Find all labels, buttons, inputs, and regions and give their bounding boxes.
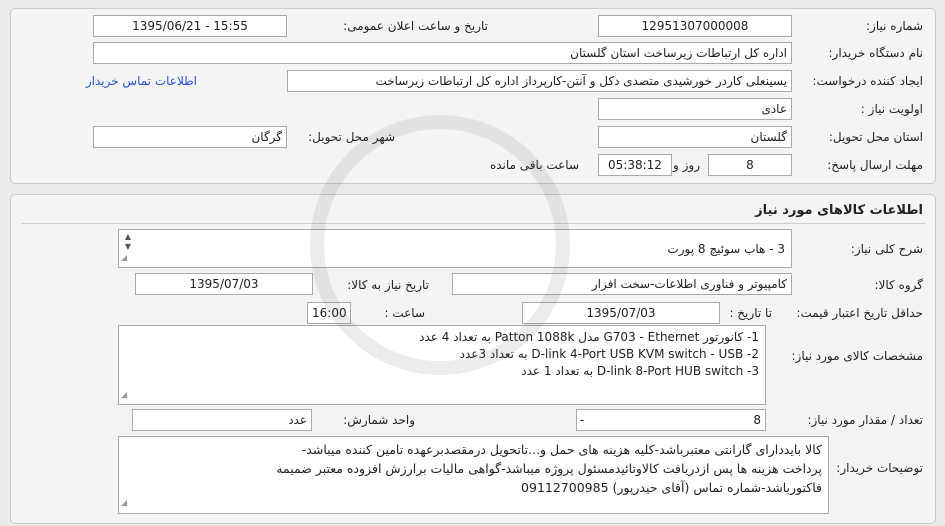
validity-hour-label: ساعت : [384,306,425,320]
quantity-dash: - [580,413,585,427]
announce-datetime-field[interactable]: 1395/06/21 - 15:55 [93,15,287,37]
validity-date-field[interactable]: 1395/07/03 [522,302,720,324]
deadline-time-field[interactable]: 05:38:12 [598,154,672,176]
quantity-value: 8 [753,413,761,427]
resize-grip-icon[interactable]: ◢ [121,390,128,399]
request-creator-field[interactable]: یسینعلی کاردر خورشیدی متصدی دکل و آنتن-کارپرداز اداره کل ارتباطات زیرساخت [287,70,792,92]
spec-line-2: 2- D-link 4-Port USB KVM switch - USB به تعداد 3عدد [459,347,759,361]
scroll-up-icon[interactable]: ▲ [124,232,132,241]
price-validity-label: حداقل تاریخ اعتبار قیمت: [796,306,923,320]
delivery-city-field[interactable]: گرگان [93,126,287,148]
spec-line-3: 3- D-link 8-Port HUB switch به تعداد 1 عدد [521,364,759,378]
need-number-field[interactable]: 12951307000008 [598,15,792,37]
section-divider [21,223,925,224]
validity-hour-field[interactable]: 16:00 [307,302,351,324]
need-date-label: تاریخ نیاز به کالا: [347,278,429,292]
need-info-panel [10,8,936,184]
announce-datetime-label: تاریخ و ساعت اعلان عمومی: [343,19,488,33]
notes-line-2: پرداخت هزینه ها پس ازدریافت کالاوتائیدمسئول پروژه میباشد-گواهی مالیات برارزش افزوده معتبر ضمیمه [276,461,822,476]
goods-info-panel [10,194,936,524]
deadline-days-field[interactable]: 8 [708,154,792,176]
goods-section-title: اطلاعات کالاهای مورد نیاز [755,203,923,218]
goods-group-label: گروه کالا: [874,278,923,292]
general-description-text: 3 - هاب سوئیچ 8 پورت [667,242,785,256]
buyer-notes-textarea[interactable] [118,436,829,514]
resize-grip-icon[interactable]: ◢ [121,253,128,262]
quantity-label: تعداد / مقدار مورد نیاز: [807,413,923,427]
goods-group-field[interactable]: کامپیوتر و فناوری اطلاعات-سخت افزار [452,273,792,295]
request-creator-label: ایجاد کننده درخواست: [812,74,923,88]
spec-line-1: 1- کانورتور G703 - Ethernet مدل Patton 1088k به تعداد 4 عدد [419,330,759,344]
need-date-field[interactable]: 1395/07/03 [135,273,313,295]
buyer-org-label: نام دستگاه خریدار: [828,46,923,60]
goods-spec-textarea[interactable] [118,325,766,405]
quantity-field[interactable] [576,409,766,431]
buyer-org-field[interactable]: اداره کل ارتباطات زیرساخت استان گلستان [93,42,792,64]
notes-line-1: کالا بایددارای گارانتی معتبرباشد-کلیه هزینه های حمل و...تاتحویل درمقصدبرعهده تامین کننده میباشد- [301,442,822,457]
delivery-province-field[interactable]: گلستان [598,126,792,148]
count-unit-field[interactable]: عدد [132,409,312,431]
buyer-contact-link[interactable]: اطلاعات تماس خریدار [85,74,197,88]
buyer-notes-label: توضیحات خریدار: [836,461,923,475]
resize-grip-icon[interactable]: ◢ [121,498,128,507]
days-unit-label: روز و [673,158,700,172]
response-deadline-label: مهلت ارسال پاسخ: [827,158,923,172]
count-unit-label: واحد شمارش: [343,413,415,427]
general-description-label: شرح کلی نیاز: [850,242,923,256]
delivery-province-label: استان محل تحویل: [828,130,923,144]
remaining-time-label: ساعت باقی مانده [489,158,579,172]
need-number-label: شماره نیاز: [866,19,923,33]
priority-label: اولویت نیاز : [860,102,923,116]
general-description-textarea[interactable] [118,229,792,268]
priority-field[interactable]: عادی [598,98,792,120]
notes-line-3: فاکتورباشد-شماره تماس (آقای حیدرپور) 09112700985 [521,480,822,495]
goods-spec-label: مشخصات کالای مورد نیاز: [791,349,923,363]
delivery-city-label: شهر محل تحویل: [308,130,395,144]
to-date-label: تا تاریخ : [729,306,772,320]
scroll-down-icon[interactable]: ▼ [124,242,132,251]
